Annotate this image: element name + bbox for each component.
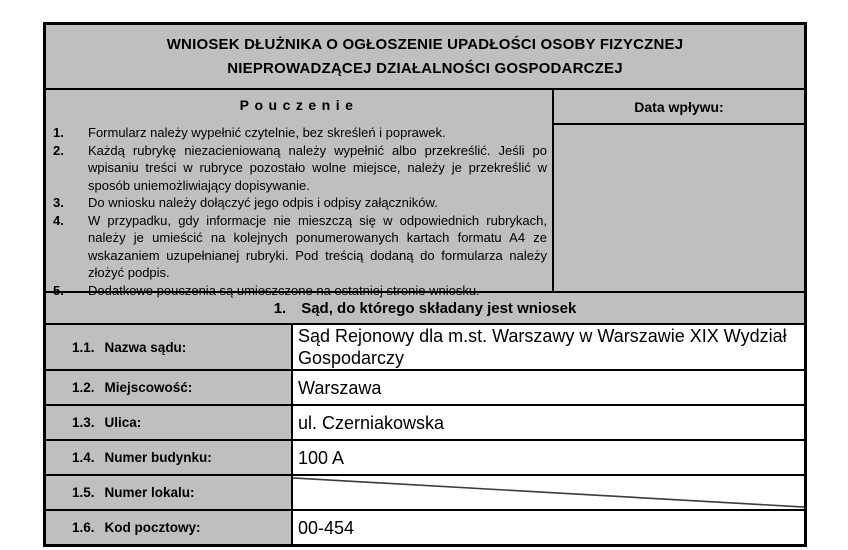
instruction-item [46,194,552,212]
field-value-cell [293,406,804,439]
field-value: Warszawa [298,377,382,398]
field-label-cell [46,476,293,509]
field-label: Ulica: [104,415,142,430]
field-number: 1.5. [72,485,95,500]
receipt-date-cell [554,90,804,291]
field-number: 1.2. [72,380,95,395]
field-number: 1.4. [72,450,95,465]
form-title-line-2: NIEPROWADZĄCEJ DZIAŁALNOŚCI GOSPODARCZEJ [227,59,623,77]
instruction-number: 1. [53,125,64,140]
field-label: Nazwa sądu: [104,339,187,355]
instruction-item [46,212,552,282]
field-value: ul. Czerniakowska [298,412,445,433]
field-row-city [46,371,804,406]
field-row-building-number [46,441,804,476]
instruction-number: 4. [53,212,64,228]
field-label: Numer budynku: [104,450,212,465]
field-value-cell [293,441,804,474]
field-number: 1.3. [72,415,95,430]
form-title-line-1: WNIOSEK DŁUŻNIKA O OGŁOSZENIE UPADŁOŚCI OSOBY FIZYCZNEJ [166,35,684,53]
field-value-cell [293,371,804,404]
field-value-cell [293,511,804,544]
strikethrough-line [293,476,804,509]
instruction-text: Każdą rubrykę niezacieniowaną należy wypełnić albo przekreślić. Jeśli po wpisaniu treści w rubryce pozostało wolne miejsce, należy je przekreślić w sposób uniemożliwiający dopisywanie. [88,142,547,193]
field-label: Numer lokalu: [104,485,195,500]
field-row-street [46,406,804,441]
instructions-heading: Pouczenie [239,97,359,113]
field-number: 1.6. [72,520,95,535]
form-title [46,25,804,90]
field-label-cell [46,325,293,369]
field-value-cell [293,476,804,509]
field-row-apartment-number [46,476,804,511]
instruction-text: Dodatkowe pouczenia są umieszczone na ostatniej stronie wniosku. [88,282,480,298]
field-value: 00-454 [298,517,355,538]
field-label-cell [46,406,293,439]
bankruptcy-application-form [43,22,807,547]
instruction-number: 5. [53,282,64,298]
instructions-and-receipt-row [46,90,804,298]
field-value: Sąd Rejonowy dla m.st. Warszawy w Warszawie XIX Wydział Gospodarczy [298,326,787,368]
instruction-number: 3. [53,195,64,210]
section-number: 1. [273,299,287,317]
field-label-cell [46,441,293,474]
field-label-cell [46,371,293,404]
section-title: Sąd, do którego składany jest wniosek [301,299,577,317]
instruction-number: 2. [53,142,64,158]
instruction-item [46,282,552,300]
instruction-item [46,124,552,142]
instruction-text: W przypadku, gdy informacje nie mieszczą się w odpowiednich rubrykach, należy je umieścić na kolejnych ponumerowanych kartach formatu A4 ze wskazaniem uzupełnianej rubryki. Pod treścią dodaną do formularza należy złożyć podpis. [88,212,547,280]
instructions-cell [46,90,554,298]
instruction-text: Formularz należy wypełnić czytelnie, bez skreśleń i poprawek. [88,125,446,140]
field-value-cell [293,325,804,369]
field-number: 1.1. [72,339,95,355]
field-label: Miejscowość: [104,380,193,395]
field-row-postal-code [46,511,804,544]
field-row-court-name [46,325,804,371]
instruction-text: Do wniosku należy dołączyć jego odpis i odpisy załączników. [88,195,438,210]
receipt-date-label: Data wpływu: [554,90,804,125]
field-value: 100 A [298,447,345,468]
field-label: Kod pocztowy: [104,520,201,535]
receipt-date-value-area [554,125,804,291]
field-label-cell [46,511,293,544]
instruction-item [46,142,552,195]
